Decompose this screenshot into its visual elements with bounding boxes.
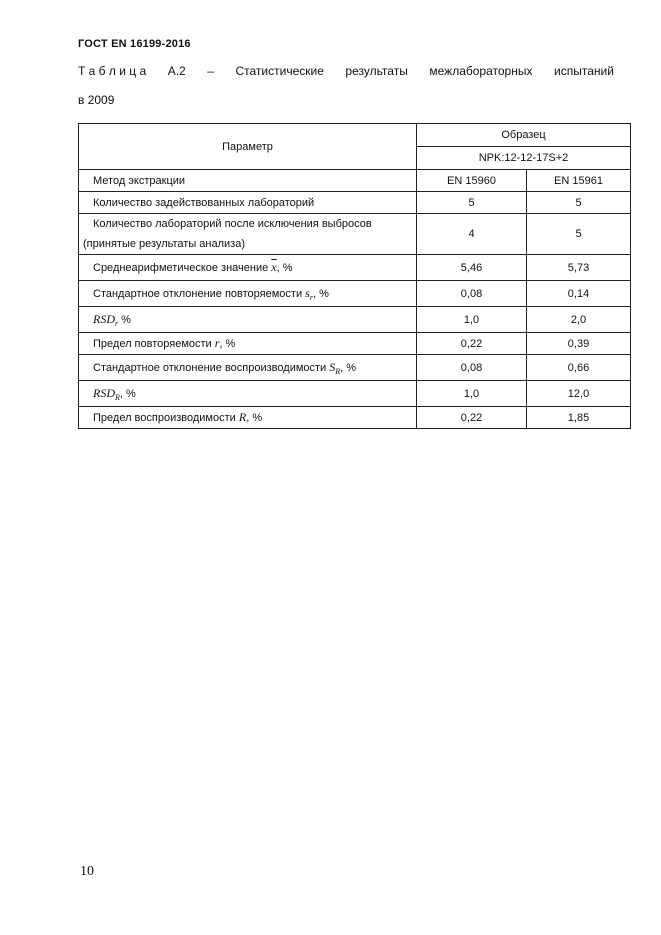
cell-value: 5 [527, 214, 631, 255]
row-label [79, 214, 417, 255]
cell-value: 0,66 [527, 355, 631, 381]
cell-value: EN 15960 [417, 170, 527, 192]
table-row [79, 214, 631, 255]
cell-value: 2,0 [527, 307, 631, 333]
cell-value: 5 [417, 192, 527, 214]
table-row [79, 355, 631, 381]
sample-name: NPK:12-12-17S+2 [417, 147, 631, 170]
statistics-table [78, 123, 631, 429]
caption-word: А.2 [167, 64, 186, 78]
table-row [79, 407, 631, 429]
row-label: $RSD_R$, % [79, 381, 417, 407]
rsd-symbol: RSD [93, 311, 115, 326]
caption-word: результаты [345, 64, 408, 78]
cell-value: 0,14 [527, 281, 631, 307]
cell-value: 1,0 [417, 381, 527, 407]
cell-value: 0,08 [417, 355, 527, 381]
table-row [79, 255, 631, 281]
cell-value: 0,39 [527, 333, 631, 355]
rsdR-symbol: RSD [93, 385, 115, 400]
caption-word: межлабораторных [429, 64, 533, 78]
table-caption [78, 64, 614, 78]
cell-value: 4 [417, 214, 527, 255]
cell-value: EN 15961 [527, 170, 631, 192]
row-label: Предел повторяемости r, % [79, 333, 417, 355]
table-row [79, 170, 631, 192]
row-label: $RSD_r$ % [79, 307, 417, 333]
cell-value: 0,08 [417, 281, 527, 307]
r-symbol: r [214, 336, 220, 350]
caption-word: Статистические [235, 64, 324, 78]
table-caption-line2: в 2009 [78, 93, 115, 107]
row-label-line1: Количество лабораторий после исключения выбросов [93, 218, 372, 230]
row-label: Стандартное отклонение воспроизводимости $S_R$, % [79, 355, 417, 381]
caption-word: Т а б л и ц а [78, 64, 147, 78]
cell-value: 5,73 [527, 255, 631, 281]
row-label-line2: (принятые результаты анализа) [83, 238, 245, 250]
mean-symbol: $\overline{x}$ [271, 260, 277, 274]
sample-column-header: Образец [417, 124, 631, 147]
sR-symbol: S [329, 359, 336, 374]
param-column-header: Параметр [79, 124, 417, 170]
row-label: Стандартное отклонение повторяемости $s_r$, % [79, 281, 417, 307]
cell-value: 1,0 [417, 307, 527, 333]
cell-value: 5,46 [417, 255, 527, 281]
row-label: Метод экстракции [79, 170, 417, 192]
sr-symbol: s [305, 285, 310, 300]
cell-value: 5 [527, 192, 631, 214]
R-symbol: R [238, 410, 247, 424]
table-row [79, 333, 631, 355]
caption-word: испытаний [554, 64, 614, 78]
cell-value: 0,22 [417, 407, 527, 429]
table-row [79, 381, 631, 407]
cell-value: 12,0 [527, 381, 631, 407]
row-label: Среднеарифметическое значение $\overline{x}$, % [79, 255, 417, 281]
table-row [79, 307, 631, 333]
table-row [79, 192, 631, 214]
cell-value: 0,22 [417, 333, 527, 355]
page-number: 10 [80, 864, 94, 879]
table-row [79, 281, 631, 307]
document-standard-header: ГОСТ EN 16199-2016 [78, 38, 191, 50]
row-label: Количество задействованных лабораторий [79, 192, 417, 214]
caption-word: – [207, 64, 214, 78]
cell-value: 1,85 [527, 407, 631, 429]
row-label: Предел воспроизводимости R, % [79, 407, 417, 429]
